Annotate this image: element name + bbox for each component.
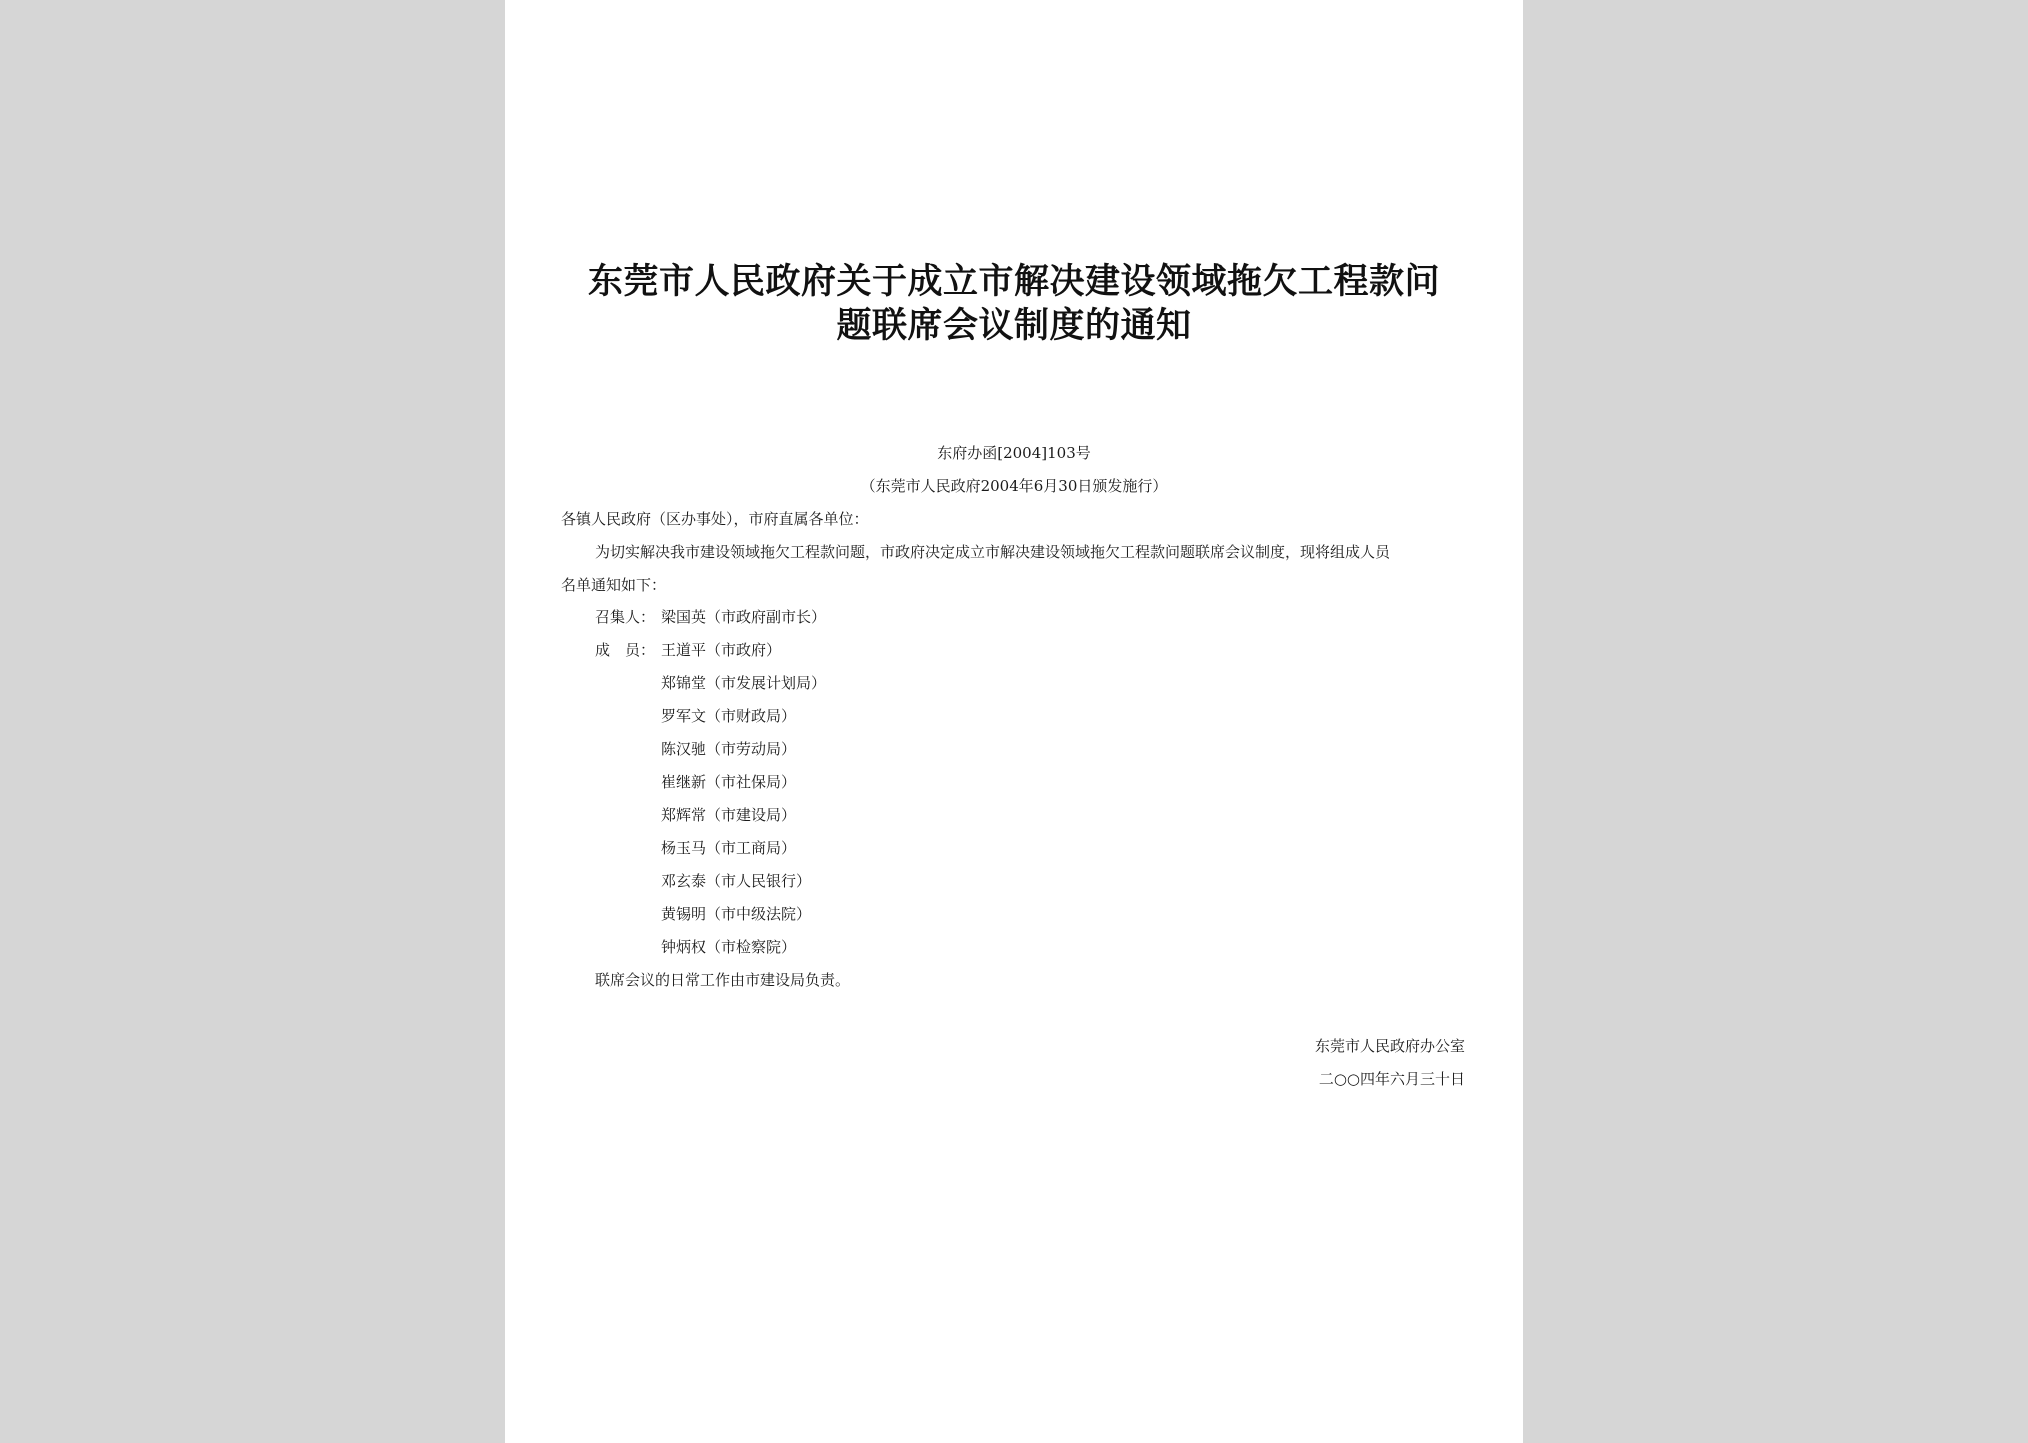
convener-label: 召集人：	[595, 608, 656, 626]
member-name: 钟炳权（市检察院）	[661, 938, 797, 956]
closing-note: 联席会议的日常工作由市建设局负责。	[595, 971, 851, 989]
intro-line-1: 为切实解决我市建设领域拖欠工程款问题，市政府决定成立市解决建设领域拖欠工程款问题联席会议制度，现将组成人员	[595, 543, 1391, 561]
member-row	[595, 706, 826, 739]
member-name: 郑锦堂（市发展计划局）	[661, 674, 827, 692]
member-row	[595, 739, 826, 772]
title-line-1: 东莞市人民政府关于成立市解决建设领域拖欠工程款问	[587, 262, 1440, 302]
member-name: 黄锡明（市中级法院）	[661, 905, 812, 923]
member-name: 罗军文（市财政局）	[661, 707, 797, 725]
member-row	[595, 805, 826, 838]
member-row	[595, 772, 826, 805]
intro-line-2: 名单通知如下：	[561, 576, 667, 594]
member-name: 郑辉常（市建设局）	[661, 806, 797, 824]
member-name: 王道平（市政府）	[661, 641, 782, 659]
document-page	[505, 0, 1523, 1443]
member-row	[595, 871, 826, 904]
convener-name: 梁国英（市政府副市长）	[661, 608, 827, 626]
member-name: 崔继新（市社保局）	[661, 773, 797, 791]
member-row	[595, 937, 826, 970]
convener-row	[595, 607, 826, 640]
signer: 东莞市人民政府办公室	[1314, 1037, 1465, 1055]
document-title	[535, 260, 1493, 348]
issue-date: 二○○四年六月三十日	[1318, 1070, 1465, 1088]
member-roster	[595, 607, 826, 970]
member-row	[595, 673, 826, 706]
member-name: 邓玄泰（市人民银行）	[661, 872, 812, 890]
members-label: 成 员：	[595, 641, 656, 659]
member-row	[595, 838, 826, 871]
document-number: 东府办函[2004]103号	[937, 444, 1091, 462]
title-line-2: 题联席会议制度的通知	[836, 306, 1192, 346]
member-name: 陈汉驰（市劳动局）	[661, 740, 797, 758]
member-row	[595, 640, 826, 673]
member-name: 杨玉马（市工商局）	[661, 839, 797, 857]
member-row	[595, 904, 826, 937]
issued-note: （东莞市人民政府2004年6月30日颁发施行）	[860, 477, 1168, 495]
addressee: 各镇人民政府（区办事处），市府直属各单位：	[561, 510, 869, 528]
